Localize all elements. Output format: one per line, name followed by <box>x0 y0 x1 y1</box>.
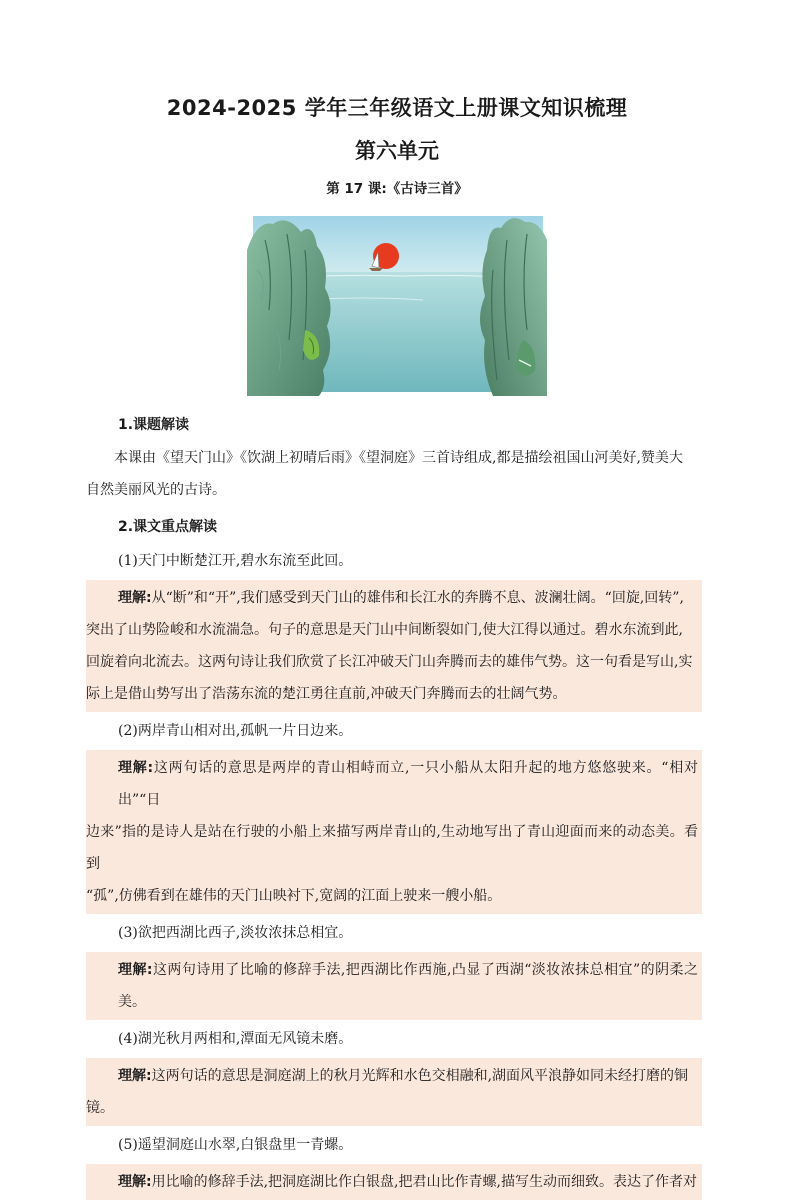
explanation-text: 镜。 <box>86 1100 114 1116</box>
document-title: 2024-2025 学年三年级语文上册课文知识梳理 <box>166 96 628 120</box>
explanation-label: 理解: <box>118 1068 152 1084</box>
explanation-text: 回旋着向北流去。这两句诗让我们欣赏了长江冲破天门山奔腾而去的雄伟气势。这一句看是写山,实 <box>86 654 693 670</box>
explanation-label: 理解: <box>118 1174 152 1190</box>
explanation-label: 理解: <box>118 590 152 606</box>
verse-line-3: (3)欲把西湖比西子,淡妆浓抹总相宜。 <box>118 925 353 941</box>
paragraph-line: 自然美丽风光的古诗。 <box>86 482 226 498</box>
explanation-2 <box>86 750 702 914</box>
explanation-5 <box>86 1164 702 1200</box>
explanation-label: 理解: <box>118 760 154 776</box>
verse-line-5: (5)遥望洞庭山水翠,白银盘里一青螺。 <box>118 1137 353 1153</box>
explanation-text: 这两句话的意思是两岸的青山相峙而立,一只小船从太阳升起的地方悠悠驶来。“相对出”“日 <box>118 760 698 808</box>
explanation-text: 这两句话的意思是洞庭湖上的秋月光辉和水色交相融和,湖面风平浪静如同未经打磨的铜 <box>151 1068 689 1084</box>
section-heading-2: 2.课文重点解读 <box>118 519 218 535</box>
explanation-1 <box>86 580 702 712</box>
section-heading-1: 1.课题解读 <box>118 417 190 433</box>
explanation-text: 用比喻的修辞手法,把洞庭湖比作白银盘,把君山比作青螺,描写生动而细致。表达了作者对 <box>151 1174 697 1190</box>
lesson-title: 第 17 课:《古诗三首》 <box>326 181 468 197</box>
explanation-text: 这两句诗用了比喻的修辞手法,把西湖比作西施,凸显了西湖“淡妆浓抹总相宜”的阴柔之美。 <box>118 962 698 1010</box>
paragraph-intro <box>86 442 710 506</box>
verse-line-4: (4)湖光秋月两相和,潭面无风镜未磨。 <box>118 1031 353 1047</box>
content-area <box>86 410 710 1204</box>
explanation-label: 理解: <box>118 962 153 978</box>
paragraph-line: 本课由《望天门山》《饮湖上初晴后雨》《望洞庭》三首诗组成,都是描绘祖国山河美好,赞美大 <box>114 450 683 466</box>
right-cliff <box>480 218 547 396</box>
verse-line-1: (1)天门中断楚江开,碧水东流至此回。 <box>118 553 353 569</box>
unit-title: 第六单元 <box>355 139 439 163</box>
explanation-text: 从“断”和“开”,我们感受到天门山的雄伟和长江水的奔腾不息、波澜壮阔。“回旋,回转”, <box>151 590 684 606</box>
explanation-3 <box>86 952 702 1020</box>
explanation-text: “孤”,仿佛看到在雄伟的天门山映衬下,宽阔的江面上驶来一艘小船。 <box>86 888 502 904</box>
explanation-text: 边来”指的是诗人是站在行驶的小船上来描写两岸青山的,生动地写出了青山迎面而来的动态美。看到 <box>86 824 698 872</box>
explanation-text: 突出了山势险峻和水流湍急。句子的意思是天门山中间断裂如门,使大江得以通过。碧水东流到此, <box>86 622 683 638</box>
verse-line-2: (2)两岸青山相对出,孤帆一片日边来。 <box>118 723 353 739</box>
explanation-text: 际上是借山势写出了浩荡东流的楚江勇往直前,冲破天门奔腾而去的壮阔气势。 <box>86 686 567 702</box>
explanation-4 <box>86 1058 702 1126</box>
landscape-illustration <box>243 210 551 396</box>
